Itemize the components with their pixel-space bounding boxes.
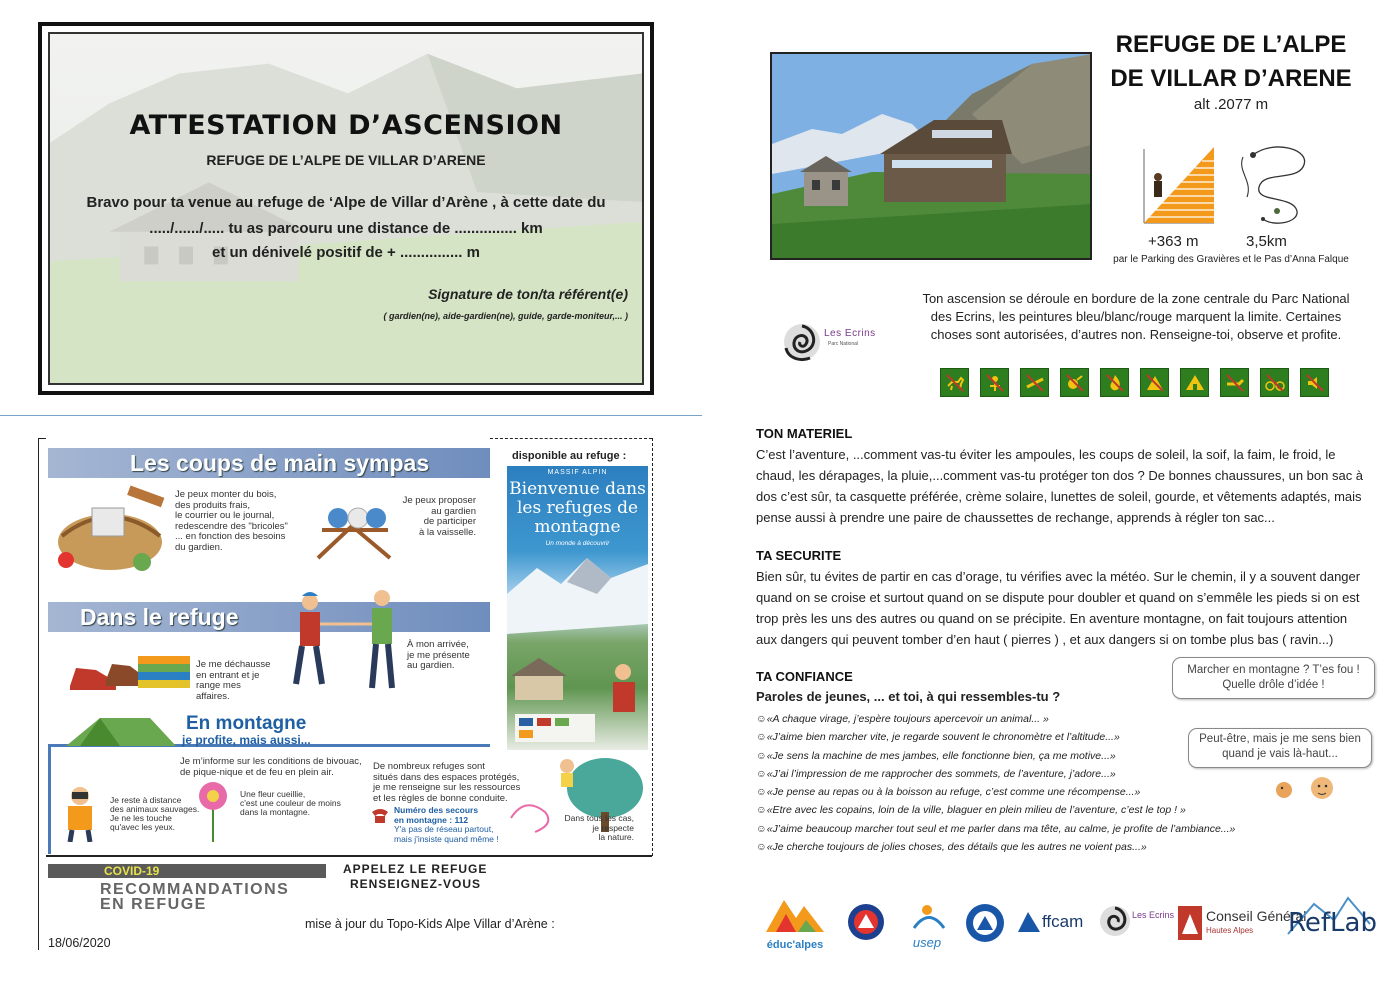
cg-sub: Hautes Alpes — [1206, 926, 1254, 935]
ski-club-logo — [846, 902, 886, 942]
refuge-altitude: alt .2077 m — [1193, 96, 1269, 113]
educalpes-text: éduc'alpes — [766, 939, 824, 951]
elevation-profile-icon — [1140, 143, 1216, 225]
text-arrival: À mon arrivée, je me présente au gardien. — [407, 639, 470, 671]
covid-in-refuge: EN REFUGE — [100, 896, 207, 913]
no-disturbing-icon — [1060, 368, 1089, 397]
tent-illustration — [60, 714, 180, 748]
park-rules-row — [940, 368, 1329, 398]
get-info-text: RENSEIGNEZ-VOUS — [350, 877, 482, 891]
quote-item: ☺«Je cherche toujours de jolies choses, des détails que les autres ne voient pas...» — [756, 841, 1147, 854]
dish-rack-illustration — [312, 500, 396, 562]
call-refuge-text: APPELEZ LE REFUGE — [343, 862, 488, 876]
route-map-icon — [1233, 141, 1319, 229]
bubble-2-line-2: quand je vais là-haut... — [1222, 748, 1338, 760]
rescue-number: Numéro des secours en montagne : 112 Y'a pas de réseau partout, mais j'insiste quand même ! — [394, 805, 499, 844]
quote-item: ☺«Je pense au repas ou à la boisson au refuge, c’est comme une récompense...» — [756, 786, 1141, 799]
quote-item: ☺«Etre avec les copains, loin de la ville, blaguer en plein milieu de l’aventure, c’est le top ! » — [756, 804, 1186, 817]
poster-border — [490, 438, 652, 439]
signature-label: Signature de ton/ta référent(e) — [428, 286, 628, 302]
no-motor-icon — [1220, 368, 1249, 397]
text-wild-animals: Je reste à distance des animaux sauvages. Je ne les touche qu'avec les yeux. — [110, 795, 200, 832]
certificate-line-1: Bravo pour ta venue au refuge de ‘Alpe de Villar d’Arène , à cette date du — [86, 194, 606, 211]
ecrins-partner-text: Les Ecrins — [1132, 910, 1175, 920]
quote-item: ☺«Je sens la machine de mes jambes, elle fonctionne bien, ça me motive...» — [756, 749, 1116, 762]
cartoon-faces-icon — [1264, 768, 1354, 808]
binoculars-child-illustration — [58, 782, 102, 842]
update-date: 18/06/2020 — [48, 936, 111, 950]
fold-line — [0, 415, 702, 416]
no-bike-icon — [1260, 368, 1289, 397]
certificate-background — [48, 32, 644, 385]
shoes-clothes-illustration — [66, 650, 194, 696]
distance: 3,5km — [1246, 233, 1287, 250]
reflab-logo — [1284, 894, 1377, 946]
update-note: mise à jour du Topo-Kids Alpe Villar d’Arène : — [305, 917, 555, 931]
youth-quotes — [756, 710, 1236, 856]
refuge-building-image — [772, 54, 1092, 260]
basket-illustration — [52, 480, 174, 576]
reflab-text: RefLab — [1288, 908, 1377, 938]
no-picking-icon — [980, 368, 1009, 397]
park-description: Ton ascension se déroule en bordure de la zone centrale du Parc National des Ecrins, les peintures bleu/blanc/rouge marquent la limite. Certaines choses sont autorisées, d’autres non. Renseigne-toi, observe et profite. — [922, 291, 1350, 342]
banner-coups-de-main: Les coups de main sympas — [48, 448, 490, 478]
certificate-line-2: ...../....../..... tu as parcouru une distance de ............... km — [149, 220, 543, 237]
section-rule — [48, 744, 51, 854]
en-montagne-subtitle: je profite, mais aussi... — [182, 733, 311, 747]
ffcam-logo — [1016, 908, 1090, 938]
quote-item: ☺«J’ai l’impression de me rapprocher des sommets, de l’aventure, j’adore...» — [756, 767, 1116, 780]
refuge-title — [1100, 28, 1362, 96]
poster-border — [38, 438, 46, 439]
ecrins-partner-logo — [1098, 904, 1180, 944]
certificate-title: ATTESTATION D’ASCENSION — [129, 110, 563, 141]
no-dogs-icon — [940, 368, 969, 397]
cg-text: Conseil Général — [1206, 908, 1307, 924]
no-noise-icon — [1300, 368, 1329, 397]
no-camping-icon — [1140, 368, 1169, 397]
bubble-1-line-2: Quelle drôle d’idée ! — [1222, 679, 1325, 691]
covid-recommendations: RECOMMANDATIONS — [100, 881, 290, 898]
quote-item: ☺«A chaque virage, j’espère toujours apercevoir un animal... » — [756, 713, 1049, 725]
refuge-photo — [770, 52, 1092, 260]
bubble-1-line-1: Marcher en montagne ? T’es fou ! — [1187, 664, 1360, 676]
bubble-2-line-1: Peut-être, mais je me sens bien — [1199, 733, 1361, 745]
quote-item: ☺«J’aime beaucoup marcher tout seul et me parler dans ma tête, au calme, je profite de l’ambiance...» — [756, 822, 1236, 835]
book-cover-illustration — [507, 554, 648, 750]
speech-bubble-1 — [1172, 657, 1375, 699]
speech-bubble-2 — [1188, 728, 1372, 768]
poster-border — [652, 438, 653, 856]
confiance-heading: TA CONFIANCE — [756, 669, 853, 684]
text-help-supplies: Je peux monter du bois, des produits frais, le courrier ou le journal, redescendre des "bricoles" ... en fonction des besoins du gardien. — [175, 489, 288, 553]
text-bivouac: Je m’informe sur les conditions de bivouac, de pique-nique et de feu en plein air. — [180, 756, 362, 778]
refuge-guide-book — [507, 466, 648, 750]
materiel-heading: TON MATERIEL — [756, 426, 853, 441]
book-subtitle: Un monde à découvrir — [545, 540, 610, 547]
quote-item: ☺«J’aime bien marcher vite, je regarde souvent le chronomètre et l’altitude...» — [756, 731, 1120, 744]
securite-text: Bien sûr, tu évites de partir en cas d’orage, tu vérifies avec la météo. Sur le chemin, il y a souvent danger quand on se croise et surtout quand on se dispute pour doubler et quand on s’emmêle les pieds si on est trop près les uns des autres ou quand on se précipite. En aventure montagne, on fait toujours attention aux dangers qui peuvent tomber d’en haut ( pierres ) , et aux dangers si on tombe plus bas ( ravin...) — [756, 569, 1361, 647]
usep-logo — [904, 902, 950, 950]
phone-icon — [370, 808, 390, 824]
ascension-certificate — [38, 22, 654, 395]
route-description: par le Parking des Gravières et le Pas d’Anna Falque — [1113, 254, 1349, 265]
no-hunting-icon — [1020, 368, 1049, 397]
ffcam-text: ffcam — [1042, 912, 1084, 931]
usep-text: usep — [912, 935, 942, 950]
club-alpin-logo — [964, 902, 1006, 944]
materiel-text: C’est l’aventure, ...comment vas-tu éviter les ampoules, les coups de soleil, la soif, la faim, le froid, le chaud, les dérapages, la pluie,...comment vas-tu protéger ton dos ? De bonnes chaussures, un bon sac à dos c’est sûr, ta casquette préférée, crème solaire, lunettes de soleil, gourde, et vêtements adaptés, mais pense aussi à prendre une paire de chaussettes de rechange, apprends à régler ton sac... — [756, 447, 1364, 525]
hikers-greeting-illustration — [286, 584, 406, 696]
available-label: disponible au refuge : — [512, 450, 627, 462]
refuge-title-line-1: REFUGE DE L’ALPE — [1115, 31, 1347, 58]
covid-banner: COVID-19 — [48, 864, 326, 878]
ecrins-logo-sub: Parc National — [828, 341, 859, 347]
partner-logos — [760, 888, 1380, 958]
bivouac-icon — [1180, 368, 1209, 397]
certificate-subtitle: REFUGE DE L’ALPE DE VILLAR D’ARENE — [206, 152, 486, 168]
flower-illustration — [190, 778, 236, 844]
book-title: Bienvenue dans les refuges de montagne — [509, 479, 646, 537]
book-massif: MASSIF ALPIN — [547, 469, 608, 476]
ecrins-park-logo — [780, 318, 878, 366]
text-help-dishes: Je peux proposer au gardien de participer à la vaisselle. — [402, 495, 476, 538]
poster-border — [38, 438, 39, 950]
refuge-title-line-2: DE VILLAR D’ARENE — [1110, 65, 1352, 92]
en-montagne-title: En montagne — [186, 713, 307, 734]
signature-roles: ( gardien(ne), aide-gardien(ne), guide, garde-moniteur,... ) — [383, 311, 628, 321]
text-protected-areas: De nombreux refuges sont situés dans des espaces protégés, je me renseigne sur les ressources et les règles de bonne conduite. — [373, 761, 521, 804]
poster-border — [46, 855, 652, 857]
securite-heading: TA SECURITE — [756, 548, 842, 563]
text-flowers: Une fleur cueillie, c'est une couleur de moins dans la montagne. — [240, 789, 341, 817]
confiance-subheading: Paroles de jeunes, ... et toi, à qui ressembles-tu ? — [756, 689, 1061, 704]
text-shoes-off: Je me déchausse en entrant et je range mes affaires. — [196, 659, 271, 702]
banner-dans-le-refuge: Dans le refuge — [48, 602, 490, 632]
educalpes-logo — [762, 892, 828, 954]
ecrins-logo-text: Les Ecrins — [824, 328, 876, 339]
no-fire-icon — [1100, 368, 1129, 397]
elevation-gain: +363 m — [1148, 233, 1199, 250]
text-respect-nature: Dans tous les cas, je respecte la nature. — [564, 813, 634, 842]
certificate-line-3: et un dénivelé positif de + ............... m — [212, 244, 480, 261]
conseil-general-logo — [1178, 906, 1307, 946]
